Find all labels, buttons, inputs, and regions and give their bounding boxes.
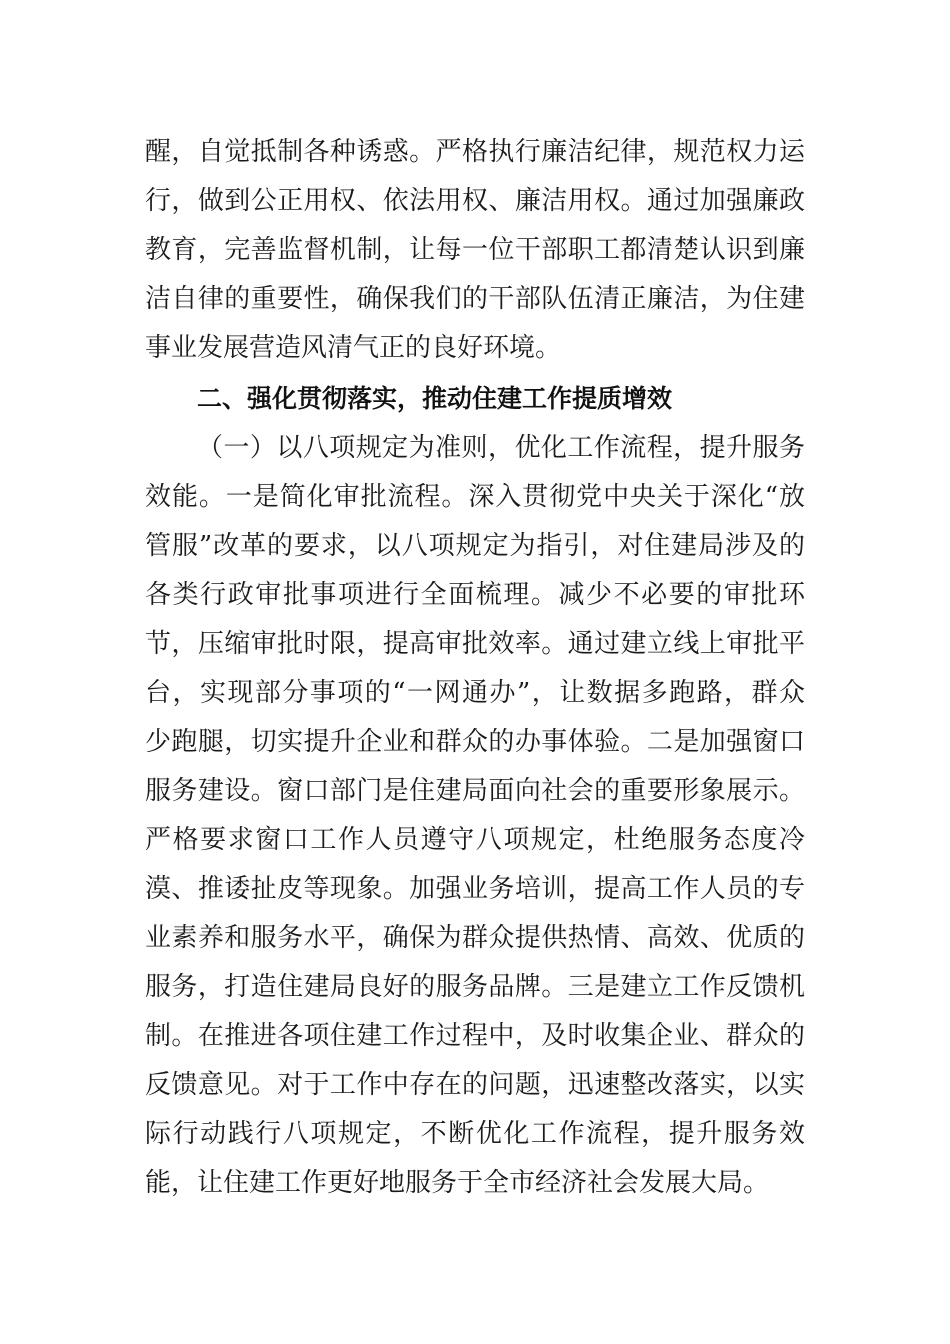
paragraph-line: 制。在推进各项住建工作过程中，及时收集企业、群众的 [145,1021,805,1051]
paragraph-line: 教育，完善监督机制，让每一位干部职工都清楚认识到廉 [145,235,805,265]
paragraph-line: 严格要求窗口工作人员遵守八项规定，杜绝服务态度冷 [145,825,805,855]
paragraph-line: （一）以八项规定为准则，优化工作流程，提升服务 [197,433,805,463]
paragraph-line: 少跑腿，切实提升企业和群众的办事体验。二是加强窗口 [145,727,805,757]
paragraph-line: 醒，自觉抵制各种诱惑。严格执行廉洁纪律，规范权力运 [145,137,805,167]
paragraph-line: 业素养和服务水平，确保为群众提供热情、高效、优质的 [145,923,805,953]
paragraph-line: 各类行政审批事项进行全面梳理。减少不必要的审批环 [145,580,805,610]
paragraph-line: 管服”改革的要求，以八项规定为指引，对住建局涉及的 [145,531,805,561]
paragraph-line: 行，做到公正用权、依法用权、廉洁用权。通过加强廉政 [145,186,805,216]
paragraph-line: 事业发展营造风清气正的良好环境。 [145,333,562,363]
paragraph-line: 节，压缩审批时限，提高审批效率。通过建立线上审批平 [145,629,805,659]
paragraph-line: 洁自律的重要性，确保我们的干部队伍清正廉洁，为住建 [145,284,805,314]
paragraph-line: 反馈意见。对于工作中存在的问题，迅速整改落实，以实 [145,1070,805,1100]
paragraph-line: 台，实现部分事项的“一网通办”，让数据多跑路，群众 [145,678,805,708]
section-heading: 二、强化贯彻落实，推动住建工作提质增效 [197,384,673,413]
paragraph-line: 漠、推诿扯皮等现象。加强业务培训，提高工作人员的专 [145,874,805,904]
paragraph-line: 效能。一是简化审批流程。深入贯彻党中央关于深化“放 [145,482,805,512]
paragraph-line: 服务，打造住建局良好的服务品牌。三是建立工作反馈机 [145,972,805,1002]
paragraph-line: 服务建设。窗口部门是住建局面向社会的重要形象展示。 [145,776,805,806]
paragraph-line: 际行动践行八项规定，不断优化工作流程，提升服务效 [145,1119,805,1149]
paragraph-line: 能，让住建工作更好地服务于全市经济社会发展大局。 [145,1168,770,1198]
